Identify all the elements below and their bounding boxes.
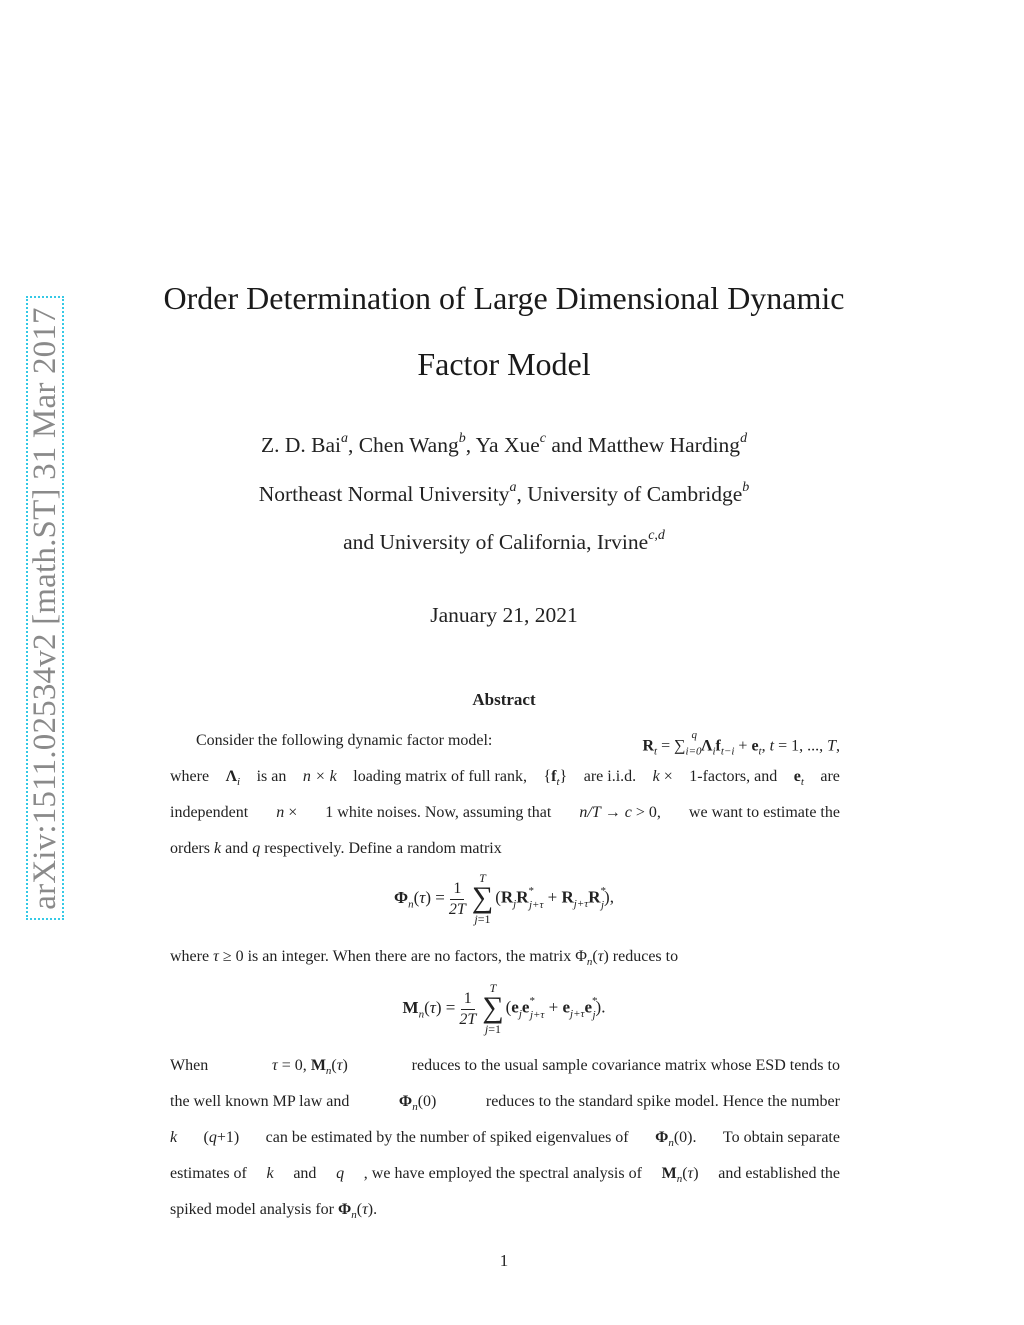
math-inline: τ (213, 948, 219, 965)
abstract-text: Consider the following dynamic factor model: (196, 732, 493, 749)
abstract-text: reduces to the usual sample covariance matrix whose ESD tends to (411, 1057, 840, 1074)
abstract-line (170, 1056, 840, 1081)
math-inline: n × (276, 804, 298, 821)
abstract-text: and (225, 840, 249, 857)
affiliation-mark-1: a (509, 480, 517, 495)
abstract-line: where τ ≥ 0 is an integer. When there are no factors, the matrix $\Phi_n(\tau)$ reduces to (170, 948, 679, 969)
abstract-text: estimates of (170, 1165, 247, 1182)
abstract-text: orders (170, 840, 210, 857)
affiliation-line-2 (0, 528, 1008, 555)
math-inline: k × (652, 768, 673, 785)
abstract-text: 1 white noises. Now, assuming that (325, 804, 552, 821)
math-inline: τ = 0, $M_n(\tau)$ (272, 1057, 348, 1078)
author-4: Matthew Harding (587, 433, 741, 458)
affiliation-mark-2: b (742, 480, 750, 495)
abstract-text: When (170, 1057, 209, 1074)
affiliation-2: University of Cambridge (527, 482, 743, 507)
abstract-text: can be estimated by the number of spiked eigenvalues of (265, 1129, 629, 1146)
author-mark-2: b (458, 431, 466, 446)
abstract-line (170, 1164, 840, 1189)
author-1: Z. D. Bai (260, 433, 341, 458)
abstract-text: and (293, 1165, 317, 1182)
math-inline: k (213, 840, 222, 857)
abstract-text: respectively. Define a random matrix (264, 840, 502, 857)
abstract-text: and established the (718, 1165, 840, 1182)
equation-phi: $\Phi_n(\tau)$ = $\frac{1}{2T}$ T ∑ j=1 $(R_jR^*_{j+\tau} + R_{j+\tau}R^*_j)$, (394, 871, 614, 926)
math-inline: $\Phi_n(0)$. (655, 1129, 697, 1150)
abstract-line (170, 767, 840, 792)
math-inline: k (266, 1165, 274, 1182)
abstract-text: reduces to (612, 948, 679, 965)
math-inline: n/T → c > 0, (579, 804, 661, 821)
author-mark-4: d (740, 431, 748, 446)
arxiv-identifier-text: arXiv:1511.02534v2 [math.ST] 31 Mar 2017 (26, 306, 63, 910)
abstract-text: is an integer. When there are no factors, the matrix (247, 948, 572, 965)
author-3: Ya Xue (475, 433, 540, 458)
affiliation-mark-3: c,d (648, 528, 665, 543)
math-inline: $M_n(\tau)$ (661, 1165, 699, 1186)
abstract-heading: Abstract (472, 690, 536, 709)
math-inline: $\Phi_n(\tau)$ (575, 948, 609, 969)
affiliation-3: and University of California, Irvine (343, 530, 649, 555)
abstract-text: loading matrix of full rank, (353, 768, 527, 785)
affiliation-1: Northeast Normal University (258, 482, 510, 507)
abstract-line (170, 1092, 840, 1117)
math-inline: k (170, 1129, 178, 1146)
abstract-line (170, 803, 840, 823)
author-mark-1: a (340, 431, 348, 446)
abstract-text: To obtain separate (722, 1129, 840, 1146)
author-separator: , (347, 433, 354, 458)
abstract-text: are (820, 768, 840, 785)
math-inline: $\Lambda_i$ (225, 768, 241, 789)
author-2: Chen Wang (358, 433, 459, 458)
abstract-line (170, 1200, 840, 1225)
paper-date: January 21, 2021 (430, 603, 578, 627)
abstract-text: reduces to the standard spike model. Hence the number (485, 1093, 840, 1110)
math-inline: $e_t$ (793, 768, 804, 789)
author-mark-3: c (539, 431, 546, 446)
abstract-text: where (170, 768, 210, 785)
math-inline: q (252, 840, 261, 857)
abstract-line (170, 1128, 840, 1153)
math-inline: $\Phi_n(\tau)$. (337, 1201, 378, 1222)
paper-title-line-1: Order Determination of Large Dimensional Dynamic (163, 280, 845, 316)
math-inline: (q+1) (203, 1129, 240, 1146)
abstract-line (170, 731, 840, 762)
abstract-text: , we have employed the spectral analysis of (363, 1165, 642, 1182)
math-inline: n × k (302, 768, 337, 785)
abstract-line (170, 839, 840, 859)
model-equation: $R_t = \sum_{i=0}^q$ $\Lambda_if_{t-i} + e_t$, t = 1, ..., T, (642, 729, 840, 758)
abstract-text: we want to estimate the (688, 804, 840, 821)
page-number: 1 (499, 1251, 509, 1270)
paper-title-line-2: Factor Model (417, 346, 591, 382)
author-and: and (551, 433, 583, 458)
affiliation-line-1: Northeast Normal University$^a$, University of Cambridge$^b$ (258, 480, 750, 507)
abstract-text: where (170, 948, 210, 965)
math-inline: $\{f_t\}$ (543, 768, 568, 789)
author-separator: , (465, 433, 472, 458)
math-inline: q (336, 1165, 345, 1182)
abstract-text: are i.i.d. (583, 768, 637, 785)
math-inline: $\Phi_n(0)$ (398, 1093, 437, 1114)
equation-m: $M_n(\tau)$ = $\frac{1}{2T}$ T ∑ j=1 $(e_je^*_{j+\tau} + e_{j+\tau}e^*_j)$. (402, 981, 606, 1036)
abstract-text: 1-factors, and (689, 768, 778, 785)
abstract-text: independent (170, 804, 249, 821)
abstract-text: spiked model analysis for (170, 1201, 334, 1218)
abstract-text: is an (256, 768, 287, 785)
abstract-text: the well known MP law and (170, 1093, 350, 1110)
author-list (0, 431, 1008, 458)
